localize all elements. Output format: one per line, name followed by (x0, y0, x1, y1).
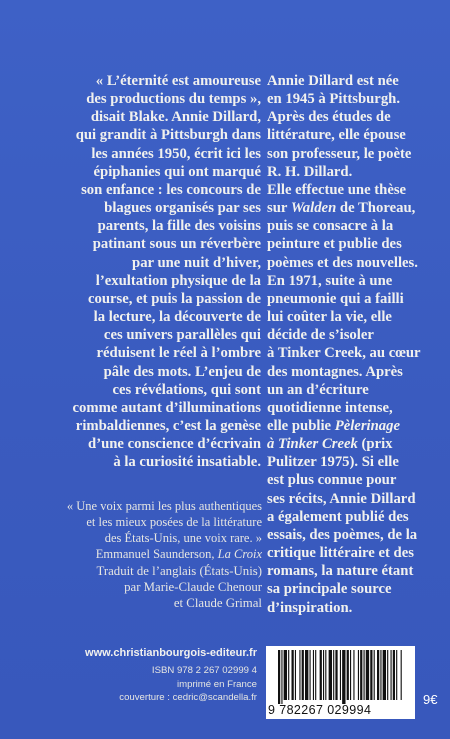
bio-line: Annie Dillard est née (267, 73, 399, 89)
barcode-bar (305, 650, 308, 700)
blurb-line: des productions du temps », (86, 91, 261, 108)
quote-line: des États-Unis, une voix rare. » (104, 531, 262, 545)
barcode-digits: 9 782267 029994 (268, 703, 372, 717)
barcode-bar (315, 650, 316, 700)
bio-line: décide de s’isoler (267, 327, 374, 344)
bio-text: elle publie (267, 417, 335, 434)
bio-text: de Thoreau, (336, 200, 416, 217)
blurb-line: blagues organisés par ses (104, 200, 261, 217)
barcode-bar (374, 650, 375, 700)
barcode-bar (350, 650, 351, 700)
press-quote (28, 498, 262, 562)
barcode-bar (335, 650, 337, 700)
barcode-bar (360, 650, 362, 700)
blurb-line: patinant sous un réverbère (92, 236, 261, 253)
bio-line: ses récits, Annie Dillard (267, 490, 416, 507)
barcode-bar (320, 650, 322, 700)
barcode-bar (325, 650, 326, 700)
translation-line: et Claude Grimal (173, 596, 262, 610)
isbn-text: ISBN 978 2 267 02999 4 (151, 665, 257, 676)
book-title: Walden (290, 200, 337, 217)
bio-line: a également publié des (267, 508, 409, 525)
bio-line: En 1971, suite à une (267, 272, 393, 289)
barcode-bar (329, 650, 332, 700)
bio-paragraph (267, 272, 445, 617)
blurb-line: son enfance : les concours de (81, 181, 261, 198)
blurb-line: parents, la fille des voisins (97, 218, 261, 235)
quote-author: Emmanuel Saunderson, (95, 547, 218, 561)
blurb-line: à la curiosité insatiable. (113, 454, 261, 471)
bio-line: son professeur, le poète (267, 145, 412, 162)
bio-line: R. H. Dillard. (267, 163, 353, 180)
barcode-bar (281, 650, 282, 704)
quote-line: et les mieux posées de la littérature (86, 515, 262, 529)
bio-line: d’inspiration. (267, 599, 353, 616)
blurb-line: la lecture, la découverte de (93, 309, 261, 326)
price: 9€ (423, 692, 438, 707)
bio-line (267, 199, 445, 217)
bio-paragraph (267, 181, 445, 272)
bio-line: lui coûter la vie, elle (267, 309, 392, 326)
blurb-text (40, 72, 261, 471)
blurb-line: ces univers parallèles qui (103, 327, 261, 344)
barcode-bar (284, 650, 287, 700)
barcode-bar (380, 650, 381, 700)
blurb-line: rimbaldiennes, c’est la genèse (75, 417, 261, 434)
blurb-line: d’une conscience d’écrivain (88, 436, 261, 453)
bio-line (267, 435, 445, 453)
author-biography (267, 72, 445, 617)
blurb-line: ces révélations, qui sont (112, 381, 261, 398)
blurb-line: comme autant d’illuminations (72, 399, 261, 416)
bio-line: Pulitzer 1975). Si elle (267, 454, 399, 471)
bio-line: Après des études de (267, 109, 391, 126)
barcode-bar (323, 650, 324, 700)
barcode (266, 646, 415, 719)
barcode-bar (391, 650, 392, 700)
bio-text: (prix (357, 436, 393, 453)
bio-line: à Tinker Creek, au cœur (267, 345, 421, 362)
bio-line: essais, des poèmes, de la (267, 526, 418, 543)
blurb-line: « L’éternité est amoureuse (95, 73, 261, 89)
translation-credit (60, 563, 262, 611)
bio-line: quotidienne intense, (267, 399, 393, 416)
blurb-line: par une nuit d’hiver, (132, 254, 261, 271)
barcode-bar (299, 650, 300, 700)
bio-line: est plus connue pour (267, 472, 397, 489)
barcode-bar (347, 650, 349, 700)
cover-credit-text: couverture : cedric@scandella.fr (119, 692, 257, 703)
blurb-line: réduisent le réel à l’ombre (96, 345, 261, 362)
bio-line: sa principale source (267, 581, 392, 598)
bio-line: des montagnes. Après (267, 363, 403, 380)
barcode-bar (358, 650, 359, 700)
quote-line: « Une voix parmi les plus authentiques (66, 499, 262, 513)
barcode-bar (396, 650, 397, 700)
blurb-line: les années 1950, écrit ici les (91, 145, 261, 162)
book-title: Pèlerinage (334, 417, 400, 434)
bio-line: puis se consacre à la (267, 218, 394, 235)
barcode-bar (401, 650, 402, 700)
barcode-bar (370, 650, 372, 700)
publication-details (60, 664, 257, 705)
blurb-line: disait Blake. Annie Dillard, (90, 109, 261, 126)
bio-line: peinture et publie des (267, 236, 402, 253)
barcode-bar (295, 650, 296, 700)
printed-in-text: imprimé en France (177, 678, 257, 690)
blurb-line: épiphanies qui ont marqué (93, 163, 261, 180)
bio-line (267, 417, 445, 435)
bio-line: un an d’écriture (267, 381, 369, 398)
barcode-bar (353, 650, 354, 700)
barcode-bar (393, 650, 395, 700)
blurb-line: pâle des mots. L’enjeu de (103, 363, 261, 380)
barcode-bar (302, 650, 304, 700)
barcode-bar (313, 650, 314, 700)
bio-line: littérature, elle épouse (267, 127, 406, 144)
barcode-bars (276, 650, 406, 704)
barcode-bar (366, 650, 369, 700)
barcode-bar (288, 650, 289, 700)
blurb-line: course, et puis la passion de (87, 290, 261, 307)
barcode-bar (342, 650, 345, 704)
book-title: à Tinker Creek (267, 436, 358, 453)
barcode-bar (377, 650, 379, 700)
publisher-website[interactable]: www.christianbourgois-editeur.fr (85, 647, 257, 659)
translation-line: par Marie-Claude Chenour (124, 580, 262, 594)
bio-line: Elle effectue une thèse (267, 181, 407, 198)
barcode-bar (310, 650, 311, 700)
quote-attribution (28, 546, 262, 562)
barcode-bar (333, 650, 334, 700)
blurb-line: l’exultation physique de la (95, 272, 261, 289)
bio-paragraph (267, 72, 445, 181)
bio-line: en 1945 à Pittsburgh. (267, 91, 401, 108)
barcode-bar (383, 650, 386, 700)
barcode-bar (278, 650, 280, 704)
barcode-bar (387, 650, 388, 700)
barcode-bar (364, 650, 365, 700)
bio-line: romans, la nature étant (267, 563, 414, 580)
barcode-bar (340, 650, 341, 700)
barcode-bar (292, 650, 294, 700)
blurb-line: qui grandit à Pittsburgh dans (75, 127, 261, 144)
bio-line: poèmes et des nouvelles. (267, 254, 418, 271)
quote-source: La Croix (217, 547, 262, 561)
bio-line: pneumonie qui a failli (267, 290, 404, 307)
translation-line: Traduit de l’anglais (États-Unis) (96, 564, 262, 578)
bio-line: critique littéraire et des (267, 545, 414, 562)
bio-text: sur (267, 200, 291, 217)
